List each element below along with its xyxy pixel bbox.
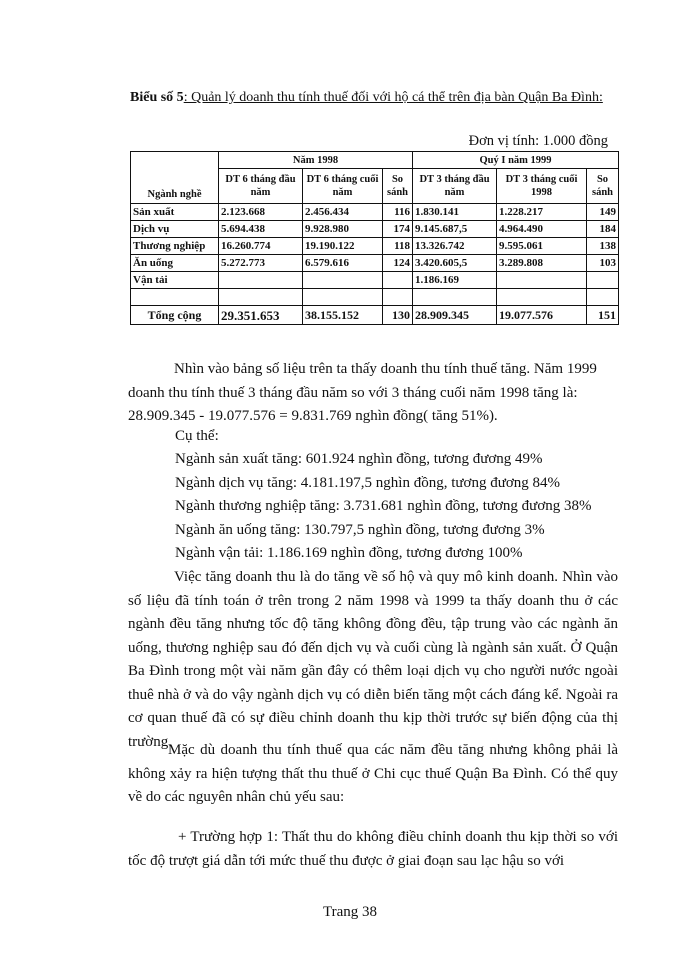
cell: 4.964.490 [497,221,587,238]
table-row [131,221,619,238]
cell: 5.694.438 [219,221,303,238]
header-sub: So sánh [587,169,619,204]
detail-item: Ngành sản xuất tăng: 601.924 nghìn đồng, tương đương 49% [175,451,543,467]
page-number: Trang 38 [322,904,378,920]
detail-item: Ngành thương nghiệp tăng: 3.731.681 nghìn đồng, tương đương 38% [175,498,592,514]
paragraph-analysis: Việc tăng doanh thu là do tăng về số hộ và quy mô kinh doanh. Nhìn vào số liệu đã tính toán ở trên trong 2 năm 1998 và 1999 ta thấy doanh thu ở các ngành đều tăng nhưng tốc độ tăng không đồng đều, tập trung vào các ngành ăn uống, thương nghiệp sau đó đến dịch vụ và cuối cùng là ngành sản xuất. Ở Quận Ba Đình trong một vài năm gần đây có thêm loại dịch vụ cho người nước ngoài thuê nhà ở và do vậy ngành dịch vụ có diễn biến tăng một cách đáng kể. Ngoài ra cơ quan thuế đã có sự điều chỉnh doanh thu kịp thời trước sự biến động của thị trường. [128,569,618,750]
header-sector: Ngành nghề [131,152,219,204]
cell: 1.186.169 [413,272,497,289]
cell: 28.909.345 [413,306,497,325]
paragraph-case-1: + Trường hợp 1: Thất thu do không điều chỉnh doanh thu kịp thời so với tốc độ trượt giá dẫn tới mức thuế thu được ở giai đoạn sau lạc hậu so với [128,829,618,869]
header-sub: DT 3 tháng cuối 1998 [497,169,587,204]
row-sector: Vận tải [131,272,219,289]
caption-label: Biểu số 5 [130,90,184,105]
cell [303,272,383,289]
cell: 124 [383,255,413,272]
detail-heading: Cụ thể: [175,428,219,444]
cell [587,272,619,289]
table-row [131,255,619,272]
total-label: Tổng cộng [131,306,219,325]
cell: 9.928.980 [303,221,383,238]
cell: 116 [383,204,413,221]
header-sub: DT 6 tháng đầu năm [219,169,303,204]
cell: 103 [587,255,619,272]
cell: 19.190.122 [303,238,383,255]
cell: 3.289.808 [497,255,587,272]
cell: 29.351.653 [219,306,303,325]
cell [219,272,303,289]
table-caption [130,88,630,108]
paragraph-summary: Nhìn vào bảng số liệu trên ta thấy doanh thu tính thuế tăng. Năm 1999 doanh thu tính thuế 3 tháng đầu năm so với 3 tháng cuối năm 1998 tăng là: 28.909.345 - 19.077.576 = 9.831.769 nghìn đồng( tăng 51%). [128,361,597,424]
cell: 1.228.217 [497,204,587,221]
cell: 149 [587,204,619,221]
unit-note: Đơn vị tính: 1.000 đồng [468,133,608,149]
row-sector: Sản xuất [131,204,219,221]
header-sub: DT 3 tháng đầu năm [413,169,497,204]
cell: 130 [383,306,413,325]
cell: 3.420.605,5 [413,255,497,272]
table-row [131,204,619,221]
cell: 5.272.773 [219,255,303,272]
cell: 9.145.687,5 [413,221,497,238]
cell: 118 [383,238,413,255]
paragraph-causes: Mặc dù doanh thu tính thuế qua các năm đều tăng nhưng không phải là không xảy ra hiện tượng thất thu thuế ở Chi cục thuế Quận Ba Đình. Có thể quy về do các nguyên nhân chủ yếu sau: [128,742,618,805]
detail-item: Ngành dịch vụ tăng: 4.181.197,5 nghìn đồng, tương đương 84% [175,475,561,491]
cell: 38.155.152 [303,306,383,325]
caption-title: : Quản lý doanh thu tính thuế đối với hộ cá thể trên địa bàn Quận Ba Đình: [183,90,603,105]
cell: 138 [587,238,619,255]
header-sub: DT 6 tháng cuối năm [303,169,383,204]
cell: 6.579.616 [303,255,383,272]
cell: 13.326.742 [413,238,497,255]
cell: 2.456.434 [303,204,383,221]
cell [383,272,413,289]
cell: 1.830.141 [413,204,497,221]
cell: 184 [587,221,619,238]
cell: 151 [587,306,619,325]
table-header-row [131,152,619,169]
header-year-1998: Năm 1998 [219,152,413,169]
table-row [131,238,619,255]
table-total-row [131,306,619,325]
cell [497,272,587,289]
cell: 2.123.668 [219,204,303,221]
header-sub: So sánh [383,169,413,204]
cell: 174 [383,221,413,238]
row-sector: Thương nghiệp [131,238,219,255]
detail-item: Ngành vận tải: 1.186.169 nghìn đồng, tương đương 100% [175,545,523,561]
row-sector: Dịch vụ [131,221,219,238]
cell: 16.260.774 [219,238,303,255]
row-sector: Ăn uống [131,255,219,272]
table-row [131,272,619,289]
header-q1-1999: Quý I năm 1999 [413,152,619,169]
detail-item: Ngành ăn uống tăng: 130.797,5 nghìn đồng, tương đương 3% [175,522,545,538]
revenue-table [130,151,619,325]
cell: 9.595.061 [497,238,587,255]
cell: 19.077.576 [497,306,587,325]
table-spacer-row [131,289,619,306]
